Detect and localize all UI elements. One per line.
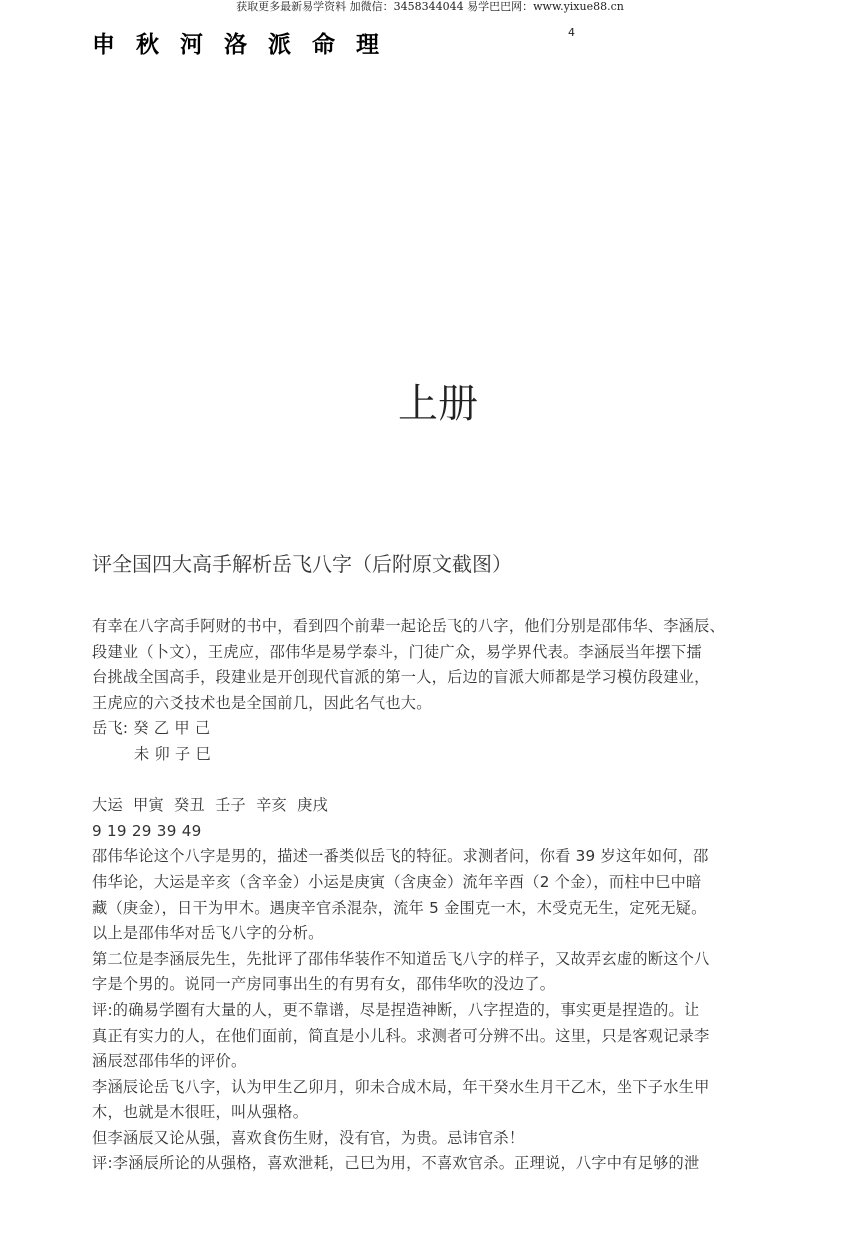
paragraph-line: 伟华论，大运是辛亥（含辛金）小运是庚寅（含庚金）流年辛酉（2 个金），而柱中巳中暗 xyxy=(92,872,702,891)
body-text xyxy=(92,614,764,1177)
dayun-ages-line: 9 19 29 39 49 xyxy=(92,821,202,840)
book-header-title: 申秋河洛派命理 xyxy=(92,32,400,58)
paragraph-line: 第二位是李涵辰先生，先批评了邵伟华装作不知道岳飞八字的样子，又故弄玄虚的断这个八 xyxy=(92,949,710,968)
watermark-banner: 获取更多最新易学资料 加微信：3458344044 易学巴巴网：www.yixue88.cn xyxy=(236,0,624,13)
blank-line xyxy=(92,768,764,794)
paragraph-line: 涵辰怼邵伟华的评价。 xyxy=(92,1052,247,1071)
paragraph-line: 评:李涵辰所论的从强格，喜欢泄耗，己巳为用，不喜欢官杀。正理说，八字中有足够的泄 xyxy=(92,1154,700,1173)
paragraph-line: 真正有实力的人，在他们面前，简直是小儿科。求测者可分辨不出。这里，只是客观记录李 xyxy=(92,1026,710,1045)
bazi-stems-line: 岳飞: 癸 乙 甲 己 xyxy=(92,719,211,738)
section-title: 评全国四大高手解析岳飞八字（后附原文截图） xyxy=(92,552,512,576)
volume-title: 上册 xyxy=(398,381,478,427)
paragraph-line: 王虎应的六爻技术也是全国前几，因此名气也大。 xyxy=(92,693,432,712)
paragraph-line: 评:的确易学圈有大量的人，更不靠谱，尽是捏造神断，八字捏造的，事实更是捏造的。让 xyxy=(92,1000,700,1019)
paragraph-line: 木，也就是木很旺，叫从强格。 xyxy=(92,1103,309,1122)
paragraph-line: 字是个男的。说同一产房同事出生的有男有女，邵伟华吹的没边了。 xyxy=(92,975,556,994)
paragraph-line: 台挑战全国高手，段建业是开创现代盲派的第一人，后边的盲派大师都是学习模仿段建业， xyxy=(92,668,710,687)
paragraph-line: 以上是邵伟华对岳飞八字的分析。 xyxy=(92,924,324,943)
paragraph-line: 有幸在八字高手阿财的书中，看到四个前辈一起论岳飞的八字，他们分别是邵伟华、李涵辰、 xyxy=(92,617,725,635)
paragraph-line: 藏（庚金），日干为甲木。遇庚辛官杀混杂，流年 5 金围克一木，木受克无生，定死无疑。 xyxy=(92,898,707,917)
paragraph-line: 李涵辰论岳飞八字，认为甲生乙卯月，卯未合成木局，年干癸水生月干乙木，坐下子水生甲 xyxy=(92,1077,710,1096)
bazi-branches-line: 未 卯 子 巳 xyxy=(134,744,211,763)
paragraph-line: 邵伟华论这个八字是男的，描述一番类似岳飞的特征。求测者问，你看 39 岁这年如何，邵 xyxy=(92,847,709,866)
paragraph-line: 但李涵辰又论从强，喜欢食伤生财，没有官，为贵。忌讳官杀！ xyxy=(92,1128,525,1147)
dayun-line: 大运 甲寅 癸丑 壬子 辛亥 庚戌 xyxy=(92,796,329,815)
page-number: 4 xyxy=(568,26,575,39)
paragraph-line: 段建业（卜文），王虎应，邵伟华是易学泰斗，门徒广众，易学界代表。李涵辰当年摆下擂 xyxy=(92,642,702,661)
